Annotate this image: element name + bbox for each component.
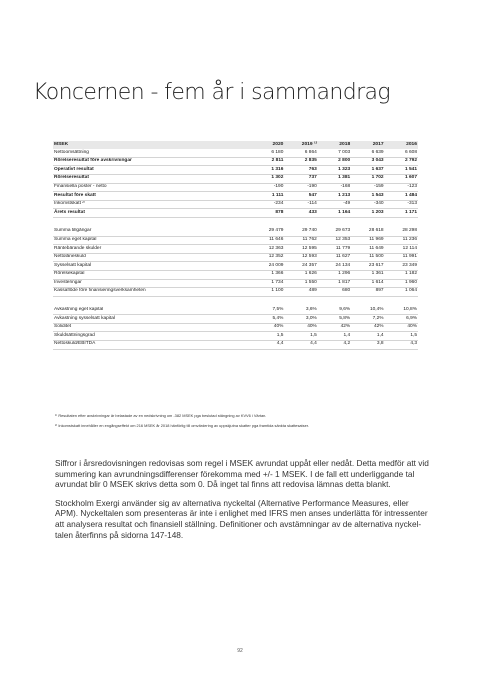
table-cell: 12 114 xyxy=(402,245,417,251)
paragraph: Siffror i årsredovisningen redovisas som regel i MSEK avrundat uppåt eller nedåt. Detta medför att vid summering kan avrundningsdifferenser förekomma med +/- 1 MSEK. I de fall ett underliggande tal avrundat blir 0 MSEK skrivs detta som 0. Då inget tal finns att redovisa lämnas detta blankt. xyxy=(55,458,429,490)
table-cell: 1 541 xyxy=(404,166,417,172)
table-cell: 1 164 xyxy=(338,209,351,215)
table-cell: 3,6% xyxy=(305,307,317,313)
table-cell: 11 991 xyxy=(402,254,417,260)
table-row xyxy=(53,315,418,324)
table-cell: 11 762 xyxy=(302,236,317,242)
table-row xyxy=(53,253,418,262)
row-label: Summa eget kapital xyxy=(54,236,97,242)
table-cell: 489 xyxy=(308,288,317,294)
table-cell: 1 182 xyxy=(404,271,417,277)
table-cell: -168 xyxy=(340,183,351,189)
table-cell: 29 673 xyxy=(335,228,351,234)
table-cell: 6,9% xyxy=(406,315,417,321)
table-cell: 1 064 xyxy=(404,288,417,294)
table-row xyxy=(53,341,418,350)
table-cell: 28 618 xyxy=(368,228,384,234)
table-row xyxy=(53,166,418,175)
table-cell: -190 xyxy=(307,183,317,189)
footnotes xyxy=(55,413,415,434)
column-header-2018: 2018 xyxy=(339,141,351,147)
footnote: ¹⁾ Resultaten efter avskrivningar är belastade av en nedskrivning om -382 MSEK pga beslutad stängning av KVV6 i Värtan. xyxy=(55,413,267,418)
table-cell: 433 xyxy=(308,209,317,215)
table-cell: 3 043 xyxy=(371,158,384,164)
column-header-2016: 2016 xyxy=(406,141,417,147)
table-row xyxy=(53,174,418,183)
table-cell: 1 960 xyxy=(404,279,417,285)
column-header-label: MSEK xyxy=(54,141,69,147)
table-cell: -114 xyxy=(307,201,317,207)
table-cell: 11 779 xyxy=(335,245,351,251)
row-label: Avkastning eget kapital xyxy=(54,307,104,313)
row-label: Inkomstskatt ²⁾ xyxy=(54,201,86,207)
table-cell: 1 381 xyxy=(338,175,351,181)
table-cell: 1 626 xyxy=(304,271,317,277)
table-row xyxy=(53,270,418,279)
table-cell: 40% xyxy=(407,324,417,330)
table-cell: 6 639 xyxy=(371,149,384,155)
table-cell: 878 xyxy=(275,209,284,215)
table-cell: 2 800 xyxy=(338,158,351,164)
table-cell: 1 817 xyxy=(338,279,351,285)
table-row xyxy=(53,200,418,209)
table-cell: 12 593 xyxy=(302,254,317,260)
table-cell: 1 484 xyxy=(404,192,417,198)
row-label: Soliditet xyxy=(54,324,72,330)
table-cell: 7,2% xyxy=(372,315,384,321)
page-title: Koncernen - fem år i sammandrag xyxy=(33,80,391,105)
table-cell: 6 864 xyxy=(304,149,317,155)
table-cell: 42% xyxy=(340,324,351,330)
table-cell: 3,0% xyxy=(305,315,317,321)
table-cell: -340 xyxy=(373,201,384,207)
table-cell: 7 003 xyxy=(338,149,351,155)
table-body xyxy=(53,149,418,349)
table-cell: 2 835 xyxy=(304,158,317,164)
row-label: Kassaflöde före finansieringsverksamheten xyxy=(54,288,146,294)
table-cell: 4,3 xyxy=(410,341,417,347)
column-header-2019: 2019 ¹⁾ xyxy=(301,141,317,147)
table-row xyxy=(53,262,418,271)
table-cell: 3,8 xyxy=(376,341,384,347)
row-label: Årets resultat xyxy=(54,209,85,215)
table-cell: 7,5% xyxy=(272,307,284,313)
section-spacer xyxy=(53,296,418,307)
table-cell: 1 323 xyxy=(338,166,351,172)
table-cell: 9,6% xyxy=(339,307,351,313)
paragraph: Stockholm Exergi använder sig av alternativa nyckeltal (Alternative Performance Measures, eller APM). Nyckeltalen som presenteras är inte i enlighet med IFRS men anses underlätta för intressenter att analysera resultat och finansiell ställning. Definitioner och avstämningar av de alternativa nyckel-talen återfinns på sidorna 147-148. xyxy=(55,497,428,540)
table-cell: 1 543 xyxy=(371,192,384,198)
table-cell: 6 180 xyxy=(271,149,284,155)
table-cell: 10,8% xyxy=(403,307,417,313)
table-cell: 6 608 xyxy=(404,149,417,155)
table-row xyxy=(53,209,418,218)
table-cell: 1 171 xyxy=(404,209,417,215)
table-header-row xyxy=(53,141,418,149)
table-cell: 29 479 xyxy=(268,228,284,234)
table-row xyxy=(53,279,418,288)
table-cell: -49 xyxy=(343,201,351,207)
table-cell: 1 366 xyxy=(271,271,284,277)
table-cell: 4,4 xyxy=(310,341,317,347)
row-label: Finansiella poster - netto xyxy=(54,183,107,189)
table-cell: 2 792 xyxy=(404,158,417,164)
table-cell: 11 646 xyxy=(269,236,284,242)
table-cell: 5,8% xyxy=(339,315,351,321)
table-cell: -190 xyxy=(273,183,284,189)
table-cell: 1 213 xyxy=(338,192,351,198)
table-row xyxy=(53,192,418,201)
table-cell: 23 349 xyxy=(402,262,417,268)
row-label: Investeringar xyxy=(54,279,82,285)
table-cell: 24 357 xyxy=(302,262,317,268)
row-label: Summa tillgångar xyxy=(54,228,92,234)
body-text xyxy=(55,458,430,548)
table-cell: 4,4 xyxy=(276,341,284,347)
row-label: Rörelsekapital xyxy=(54,271,85,277)
table-cell: 23 617 xyxy=(368,262,384,268)
table-cell: 11 500 xyxy=(369,254,384,260)
table-cell: 24 134 xyxy=(335,262,351,268)
table-cell: 1 614 xyxy=(371,279,384,285)
row-label: Resultat före skatt xyxy=(54,192,96,198)
table-cell: 547 xyxy=(308,192,317,198)
table-cell: 2 811 xyxy=(271,158,284,164)
table-cell: 1 203 xyxy=(371,209,384,215)
table-cell: 4,2 xyxy=(343,341,351,347)
table-cell: 1 702 xyxy=(371,175,384,181)
table-row xyxy=(53,228,418,236)
table-cell: 1,5 xyxy=(410,332,417,338)
table-cell: 11 649 xyxy=(369,245,384,251)
row-label: Avkastning sysselsatt kapital xyxy=(54,315,115,321)
table-cell: 40% xyxy=(307,324,317,330)
table-cell: 11 627 xyxy=(335,254,351,260)
table-row xyxy=(53,245,418,254)
table-cell: 763 xyxy=(308,166,317,172)
table-cell: 1,5 xyxy=(276,332,284,338)
table-cell: 897 xyxy=(375,288,384,294)
table-cell: 5,4% xyxy=(272,315,284,321)
table-cell: 1 100 xyxy=(271,288,284,294)
table-cell: 12 363 xyxy=(268,245,284,251)
table-cell: 737 xyxy=(308,175,317,181)
table-cell: 1 111 xyxy=(271,192,284,198)
table-row xyxy=(53,323,418,332)
table-cell: 1 550 xyxy=(304,279,317,285)
row-label: Nettolåneskuld xyxy=(54,254,86,260)
table-cell: 1 637 xyxy=(371,166,384,172)
table-cell: 24 009 xyxy=(268,262,284,268)
row-label: Rörelseresultat xyxy=(54,175,89,181)
row-label: Skuldsättningsgrad xyxy=(54,332,95,338)
table-cell: 28 298 xyxy=(402,228,417,234)
footnote: ²⁾ Inkomstskatt innehåller en engångseffekt om 216 MSEK år 2018 hänförlig till omvärdering av uppskjutna skatter pga framtida sänkta skattesatser. xyxy=(55,423,309,429)
table-cell: -123 xyxy=(407,183,417,189)
table-cell: 12 353 xyxy=(335,236,351,242)
table-row xyxy=(53,157,418,166)
row-label: Operativt resultat xyxy=(54,166,94,172)
table-cell: 1 316 xyxy=(271,166,284,172)
page-number: 92 xyxy=(237,648,243,654)
column-header-2017: 2017 xyxy=(372,141,384,147)
table-cell: 42% xyxy=(373,324,384,330)
table-cell: 1 296 xyxy=(338,271,351,277)
table-cell: 1 361 xyxy=(371,271,384,277)
table-cell: 1,4 xyxy=(376,332,384,338)
table-cell: 1 302 xyxy=(271,175,284,181)
table-cell: 1 734 xyxy=(271,279,284,285)
table-row xyxy=(53,236,418,245)
column-header-2020: 2020 xyxy=(272,141,284,147)
table-cell: 10,4% xyxy=(369,307,384,313)
table-cell: 12 595 xyxy=(302,245,317,251)
table-row xyxy=(53,149,418,157)
section-spacer xyxy=(53,217,418,228)
table-cell: 1,4 xyxy=(343,332,351,338)
table-cell: 40% xyxy=(273,324,284,330)
table-cell: 12 352 xyxy=(268,254,284,260)
five-year-summary-table xyxy=(53,141,418,350)
table-cell: -313 xyxy=(407,201,417,207)
table-row xyxy=(53,288,418,297)
row-label: Räntebärande skulder xyxy=(54,245,102,251)
row-label: Nettoskuld/EBITDA xyxy=(54,341,96,347)
row-label: Sysselsatt kapital xyxy=(54,262,92,268)
table-cell: 1 607 xyxy=(404,175,417,181)
table-cell: -159 xyxy=(373,183,384,189)
table-row xyxy=(53,183,418,192)
table-cell: 1,5 xyxy=(310,332,317,338)
table-cell: 680 xyxy=(342,288,351,294)
table-row xyxy=(53,307,418,315)
table-cell: -234 xyxy=(273,201,284,207)
table-cell: 29 740 xyxy=(302,228,317,234)
row-label: Rörelseresultat före avskrivningar xyxy=(54,158,132,164)
row-label: Nettoomsättning xyxy=(54,149,89,155)
table-cell: 11 969 xyxy=(369,236,384,242)
table-row xyxy=(53,332,418,341)
table-cell: 11 236 xyxy=(402,236,417,242)
